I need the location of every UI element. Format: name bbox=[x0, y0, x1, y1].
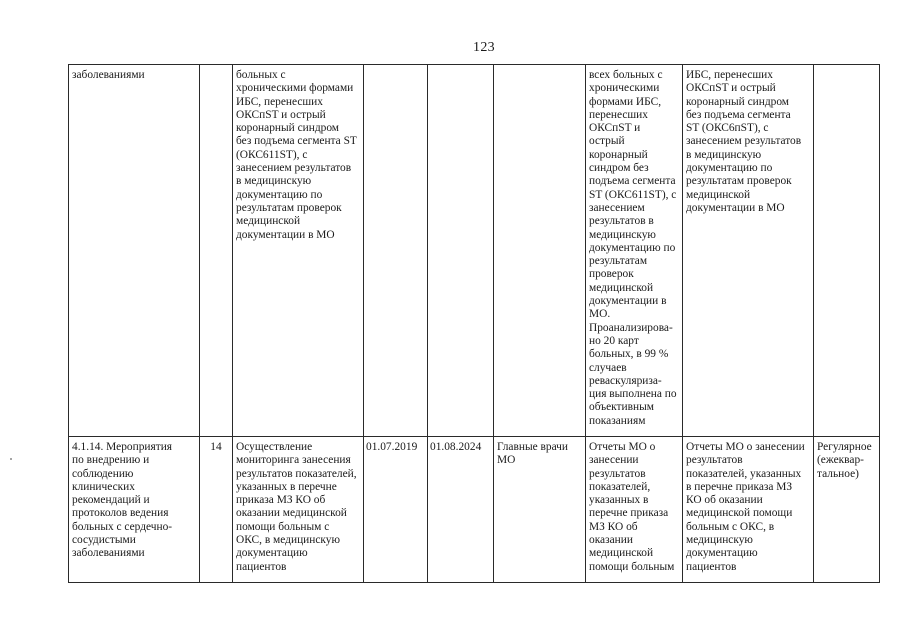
frequency-cell: Регулярное (ежеквар- тальное) bbox=[814, 437, 880, 583]
start-date-cell bbox=[364, 65, 428, 437]
frequency-cell bbox=[814, 65, 880, 437]
number-cell: 14 bbox=[200, 437, 233, 583]
description-cell: Осуществление мониторинга занесения результатов показателей, указанных в перечне приказа МЗ КО об оказании медицинской помощи больным с ОКС, в медицинскую документацию пациентов bbox=[233, 437, 364, 583]
table-row bbox=[69, 437, 880, 583]
activities-table bbox=[68, 64, 880, 583]
activity-cell: заболеваниями bbox=[69, 65, 200, 437]
end-date-cell bbox=[428, 65, 494, 437]
responsible-cell: Главные врачи МО bbox=[494, 437, 586, 583]
result-done-cell: всех больных с хроническими формами ИБС, перенесших ОКСпST и острый коронарный синдром без подъема сегмента ST (ОКС611ST), с занесением результатов в медицинскую документацию по результатам проверок медицинской документации в МО. Проанализирова- но 20 карт больных, в 99 % случаев реваскуляриза- ция выполнена по объективным показаниям bbox=[586, 65, 683, 437]
page-number: 123 bbox=[473, 40, 495, 55]
result-planned-cell: Отчеты МО о занесении результатов показателей, указанных в перечне приказа МЗ КО об оказании медицинской помощи больным с ОКС, в медицинскую документацию пациентов bbox=[683, 437, 814, 583]
end-date-cell: 01.08.2024 bbox=[428, 437, 494, 583]
result-planned-cell: ИБС, перенесших ОКСпST и острый коронарный синдром без подъема сегмента ST (ОКС6пST), с занесением результатов в медицинскую документацию по результатам проверок медицинской документации в МО bbox=[683, 65, 814, 437]
scan-speck bbox=[10, 458, 12, 460]
responsible-cell bbox=[494, 65, 586, 437]
description-cell: больных с хроническими формами ИБС, перенесших ОКСпST и острый коронарный синдром без подъема сегмента ST (ОКС611ST), с занесением результатов в медицинскую документацию по результатам проверок медицинской документации в МО bbox=[233, 65, 364, 437]
number-cell bbox=[200, 65, 233, 437]
table-row bbox=[69, 65, 880, 437]
activity-cell: 4.1.14. Мероприятия по внедрению и соблюдению клинических рекомендаций и протоколов ведения больных с сердечно- сосудистыми заболеваниями bbox=[69, 437, 200, 583]
start-date-cell: 01.07.2019 bbox=[364, 437, 428, 583]
result-done-cell: Отчеты МО о занесении результатов показателей, указанных в перечне приказа МЗ КО об оказании медицинской помощи больным bbox=[586, 437, 683, 583]
